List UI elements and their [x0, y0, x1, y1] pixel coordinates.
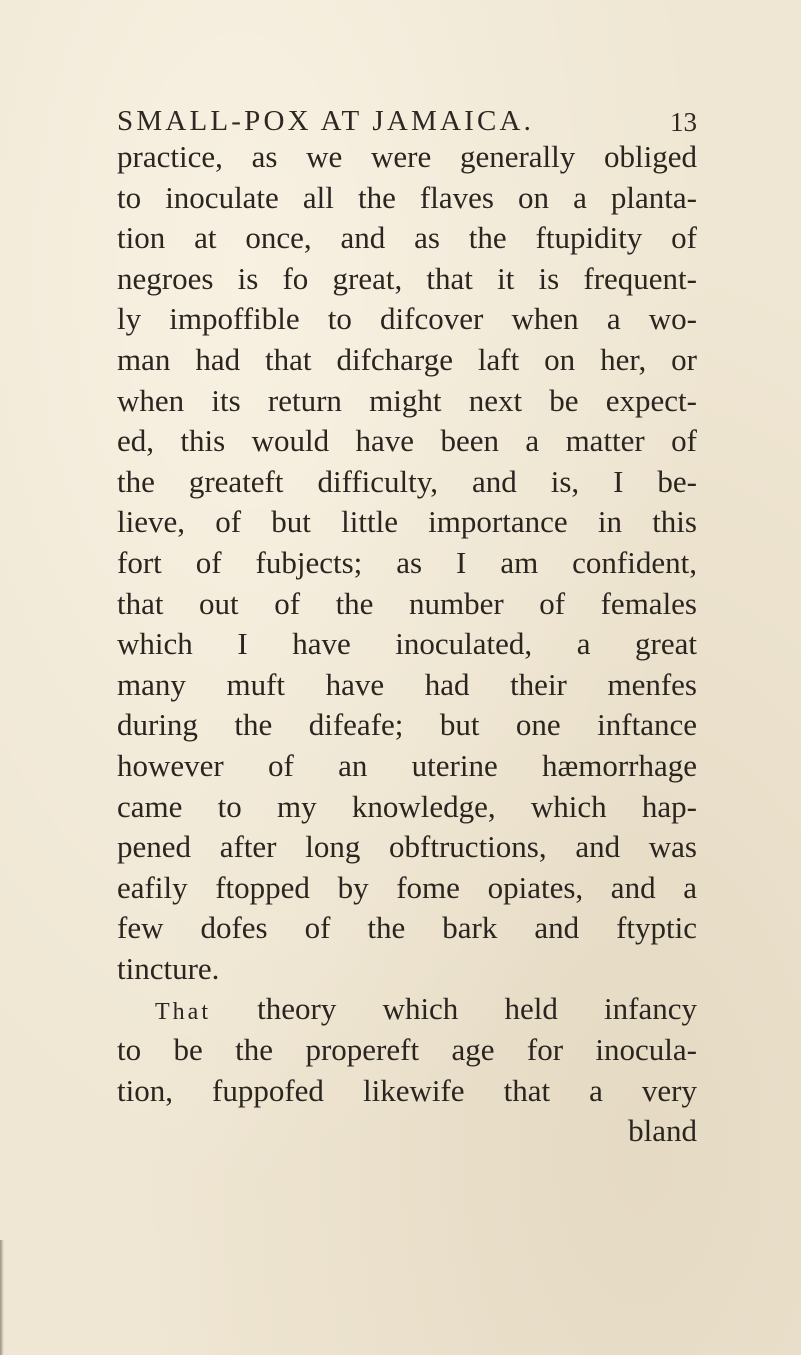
text-line: ed, this would have been a matter of [117, 423, 697, 459]
body-text [117, 137, 697, 1152]
text-line: the greateft difficulty, and is, I be- [117, 463, 697, 499]
small-caps-opening-word: That [155, 999, 211, 1026]
text-line: pened after long obftructions, and was [117, 829, 697, 865]
text-line: lieve, of but little importance in this [117, 504, 697, 540]
text-line: negroes is fo great, that it is frequent- [117, 260, 697, 296]
paragraph-opening-line [117, 989, 697, 1030]
running-title: SMALL-POX AT JAMAICA. [117, 105, 535, 137]
text-line: came to my knowledge, which hap- [117, 788, 697, 824]
text-line: tincture. [117, 950, 220, 986]
page-number: 13 [670, 107, 697, 137]
text-line: practice, as we were generally obliged [117, 139, 697, 174]
text-line: fort of fubjects; as I am confident, [117, 544, 697, 580]
text-line: man had that difcharge laft on her, or [117, 341, 697, 377]
text-line: when its return might next be expect- [117, 382, 697, 418]
text-line: during the difeafe; but one inftance [117, 707, 697, 743]
text-line: to be the propereft age for inocula- [117, 1032, 697, 1068]
text-line: eafily ftopped by fome opiates, and a [117, 869, 697, 905]
page-edge-shadow [0, 1240, 4, 1355]
text-line: however of an uterine hæmorrhage [117, 747, 697, 783]
text-line: many muft have had their menfes [117, 666, 697, 702]
text-line: which I have inoculated, a great [117, 626, 697, 662]
text-line: to inoculate all the flaves on a planta- [117, 179, 697, 215]
catchword: bland [628, 1113, 697, 1149]
text-line: ly impoffible to difcover when a wo- [117, 301, 697, 337]
text-line: tion, fuppofed likewife that a very [117, 1072, 697, 1108]
text-line-rest: theory which held infancy [257, 991, 698, 1027]
text-line: that out of the number of females [117, 585, 697, 621]
text-line: tion at once, and as the ftupidity of [117, 220, 697, 256]
text-line: few dofes of the bark and ftyptic [117, 910, 697, 946]
